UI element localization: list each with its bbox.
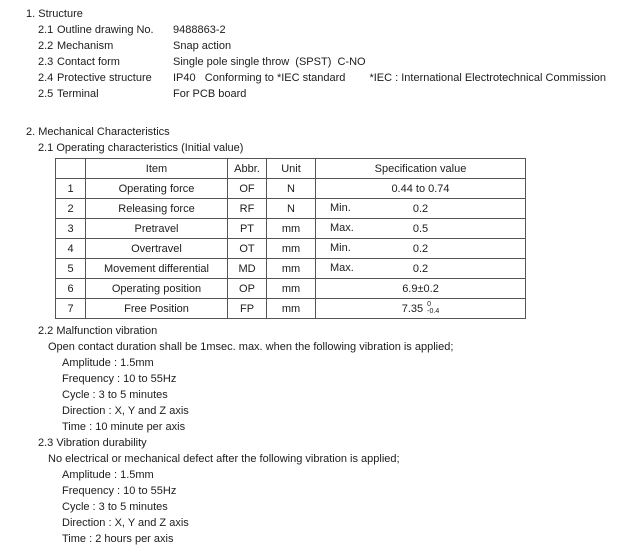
structure-item — [26, 22, 640, 38]
min-max-label: Max. — [330, 262, 354, 274]
header-blank — [56, 159, 86, 179]
abbr-cell: PT — [228, 219, 267, 239]
spec-cell — [316, 279, 526, 299]
table-header-row — [56, 159, 526, 179]
unit-cell: N — [267, 179, 316, 199]
item-label: Protective structure — [57, 72, 152, 84]
item-number: 2.2 — [38, 40, 54, 52]
min-max-label: Min. — [330, 242, 351, 254]
vibration-param-cycle: Cycle : 3 to 5 minutes — [62, 389, 168, 401]
table-row — [56, 219, 526, 239]
item-number: 2.5 — [38, 88, 54, 100]
header-item: Item — [86, 159, 228, 179]
item-label: Mechanism — [57, 40, 114, 52]
abbr-cell: MD — [228, 259, 267, 279]
item-value: Snap action — [173, 40, 232, 52]
unit-cell: mm — [267, 239, 316, 259]
vibration-param-cycle: Cycle : 3 to 5 minutes — [62, 501, 168, 513]
vibration-param-time: Time : 10 minute per axis — [62, 421, 186, 433]
spec-cell — [316, 199, 526, 219]
spec-cell — [316, 259, 526, 279]
row-number-cell: 6 — [56, 279, 86, 299]
item-cell: Free Position — [86, 299, 228, 319]
section-2-title: 2. Mechanical Characteristics — [26, 126, 170, 138]
row-number-cell: 4 — [56, 239, 86, 259]
spec-value: 0.2 — [412, 262, 429, 275]
abbr-cell: RF — [228, 199, 267, 219]
item-number: 2.3 — [38, 56, 54, 68]
min-max-label: Min. — [330, 202, 351, 214]
header-unit: Unit — [267, 159, 316, 179]
operating-characteristics-table — [55, 158, 526, 319]
vibration-param-frequency: Frequency : 10 to 55Hz — [62, 373, 177, 385]
table-row — [56, 239, 526, 259]
table-row — [56, 179, 526, 199]
item-label: Terminal — [57, 88, 99, 100]
table-row — [56, 299, 526, 319]
structure-item — [26, 70, 640, 86]
spec-cell — [316, 179, 526, 199]
spec-value: 0.2 — [412, 242, 429, 255]
table-row — [56, 259, 526, 279]
abbr-cell: OT — [228, 239, 267, 259]
abbr-cell: OP — [228, 279, 267, 299]
section-1-title: 1. Structure — [26, 8, 83, 20]
tolerance-stack — [427, 301, 439, 315]
vibration-durability-intro: No electrical or mechanical defect after the following vibration is applied; — [48, 453, 400, 465]
item-cell: Movement differential — [86, 259, 228, 279]
item-number: 2.4 — [38, 72, 54, 84]
row-number-cell: 1 — [56, 179, 86, 199]
row-number-cell: 7 — [56, 299, 86, 319]
spec-value: 0.44 to 0.74 — [391, 182, 450, 195]
subsection-2-3-title: 2.3 Vibration durability — [38, 437, 147, 449]
structure-item — [26, 54, 640, 70]
item-number: 2.1 — [38, 24, 54, 36]
unit-cell: mm — [267, 299, 316, 319]
vibration-param-time: Time : 2 hours per axis — [62, 533, 174, 545]
vibration-param-direction: Direction : X, Y and Z axis — [62, 517, 189, 529]
item-label: Outline drawing No. — [57, 24, 154, 36]
item-cell: Releasing force — [86, 199, 228, 219]
spec-cell — [316, 299, 526, 319]
unit-cell: mm — [267, 219, 316, 239]
subsection-2-2-title: 2.2 Malfunction vibration — [38, 325, 158, 337]
section-structure — [26, 6, 640, 102]
item-value: 9488863-2 — [173, 24, 226, 36]
structure-item — [26, 38, 640, 54]
abbr-cell: FP — [228, 299, 267, 319]
spec-value: 0.5 — [412, 222, 429, 235]
subsection-2-1-title: 2.1 Operating characteristics (Initial value) — [38, 142, 244, 154]
section-mechanical-characteristics — [26, 124, 640, 547]
structure-item — [26, 86, 640, 102]
header-spec: Specification value — [316, 159, 526, 179]
min-max-label: Max. — [330, 222, 354, 234]
row-number-cell: 3 — [56, 219, 86, 239]
table-row — [56, 279, 526, 299]
spec-cell — [316, 239, 526, 259]
vibration-param-amplitude: Amplitude : 1.5mm — [62, 469, 154, 481]
malfunction-vibration-intro: Open contact duration shall be 1msec. max. when the following vibration is applied; — [48, 341, 454, 353]
tolerance-upper: 0 — [427, 300, 432, 308]
item-value: For PCB board — [173, 88, 247, 100]
unit-cell: N — [267, 199, 316, 219]
item-cell: Pretravel — [86, 219, 228, 239]
spec-value: 6.9±0.2 — [402, 282, 439, 295]
vibration-param-frequency: Frequency : 10 to 55Hz — [62, 485, 177, 497]
unit-cell: mm — [267, 259, 316, 279]
item-cell: Operating force — [86, 179, 228, 199]
row-number-cell: 5 — [56, 259, 86, 279]
item-value: IP40 Conforming to *IEC standard — [173, 72, 346, 84]
item-label: Contact form — [57, 56, 120, 68]
iec-note: *IEC : International Electrotechnical Commission — [369, 72, 607, 84]
spec-cell — [316, 219, 526, 239]
unit-cell: mm — [267, 279, 316, 299]
tolerance-lower: -0.4 — [427, 307, 440, 315]
item-cell: Overtravel — [86, 239, 228, 259]
vibration-param-direction: Direction : X, Y and Z axis — [62, 405, 189, 417]
vibration-param-amplitude: Amplitude : 1.5mm — [62, 357, 154, 369]
table-row — [56, 199, 526, 219]
spec-value: 7.35 — [401, 302, 424, 315]
abbr-cell: OF — [228, 179, 267, 199]
item-cell: Operating position — [86, 279, 228, 299]
spec-value: 0.2 — [412, 202, 429, 215]
header-abbr: Abbr. — [228, 159, 267, 179]
row-number-cell: 2 — [56, 199, 86, 219]
item-value: Single pole single throw (SPST) C-NO — [173, 56, 366, 68]
